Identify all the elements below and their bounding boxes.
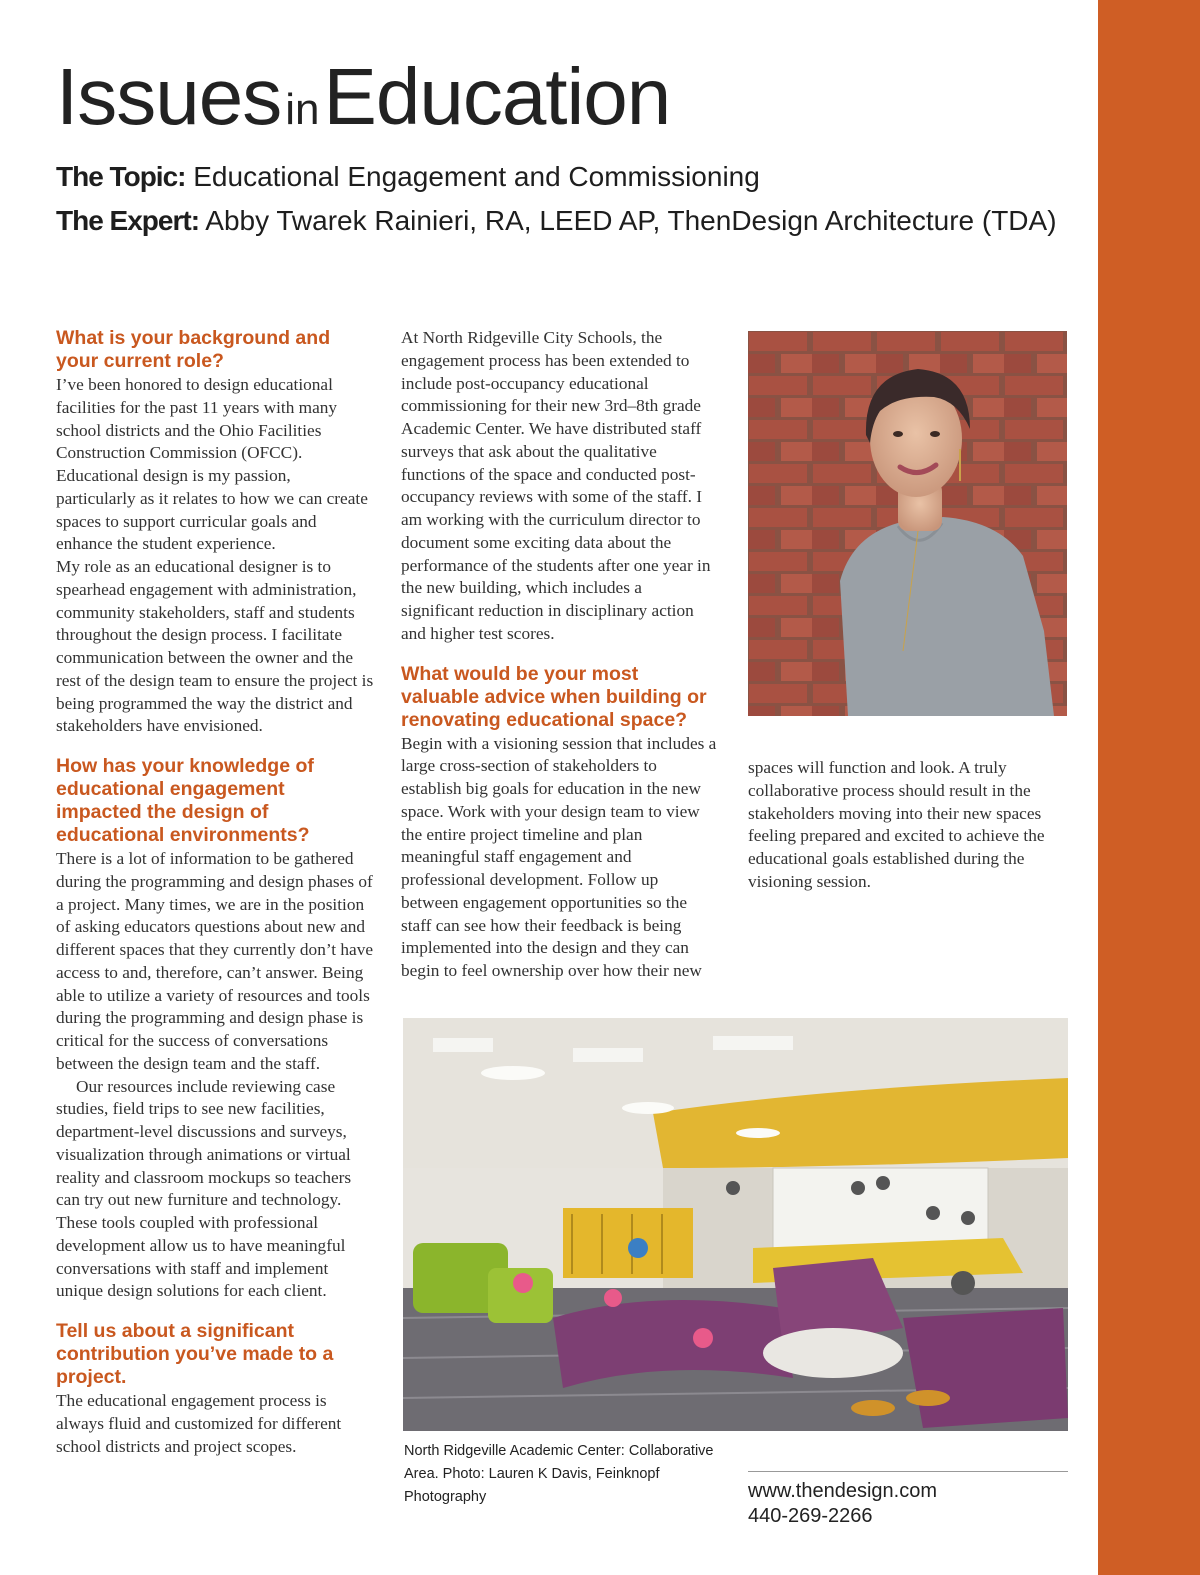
answer-paragraph: My role as an educational designer is to spearhead engagement with administration, community stakeholders, staff and students throughout the design process. I facilitate communication between the owner and the rest of the design team to ensure the project is being programmed the way the district and stakeholders have envisioned.	[56, 557, 374, 736]
answer-paragraph: I’ve been honored to design educational facilities for the past 11 years with many school districts and the Ohio Facilities Construction Commission (OFCC). Educational design is my passion, particularly as it relates to how we can create spaces to support curricular goals and enhance the student experience.	[56, 375, 368, 554]
question-heading: What is your background and your current role?	[56, 327, 331, 372]
answer-paragraph: There is a lot of information to be gathered during the programming and design phases of a project. Many times, we are in the position of asking educators questions about new and different spaces that they currently don’t have access to and, therefore, can’t answer. Being able to utilize a variety of resources and tools during the programming and design phase is critical for the success of conversations between the design team and the staff.	[56, 849, 374, 1073]
contact-block	[748, 1479, 1068, 1529]
question-heading: What would be your most valuable advice when building or renovating educational space?	[401, 662, 707, 731]
topic-line	[56, 160, 1096, 194]
photo-caption: North Ridgeville Academic Center: Collaborative Area. Photo: Lauren K Davis, Feinknopf Photography	[404, 1443, 714, 1505]
orange-side-bar	[1098, 0, 1200, 1575]
answer-paragraph-continued: spaces will function and look. A truly collaborative process should result in the stakeholders moving into their new spaces feeling prepared and excited to achieve the educational goals established during the visioning session.	[748, 758, 1045, 891]
expert-value: Abby Twarek Rainieri, RA, LEED AP, ThenDesign Architecture (TDA)	[205, 205, 1057, 236]
question-heading: Tell us about a significant contribution you’ve made to a project.	[56, 1320, 334, 1388]
article-column-2	[401, 327, 719, 983]
answer-paragraph: At North Ridgeville City Schools, the engagement process has been extended to include post-occupancy educational commissioning for their new 3rd–8th grade Academic Center. We have distributed staff surveys that ask about the qualitative functions of the space and conducted post-occupancy reviews with some of the staff. I am working with the curriculum director to document some exciting data about the performance of the students after one year in the new building, which includes a significant reduction in disciplinary action and higher test scores.	[401, 328, 711, 643]
article-column-1	[56, 327, 374, 1458]
masthead-title: IssuesinEducation	[56, 52, 671, 141]
website-link[interactable]: www.thendesign.com	[748, 1480, 937, 1502]
contact-divider	[748, 1471, 1068, 1472]
phone-number: 440-269-2266	[748, 1505, 873, 1527]
answer-paragraph: Begin with a visioning session that includes a large cross-section of stakeholders to establish big goals for education in the new space. Work with your design team to view the entire project timeline and plan meaningful staff engagement and professional development. Follow up between engagement opportunities so the staff can see how their feedback is being implemented into the design and they can begin to feel ownership over how their new	[401, 733, 717, 980]
question-heading: How has your knowledge of educational engagement impacted the design of educational environments?	[56, 755, 314, 846]
article-column-3	[748, 757, 1070, 894]
answer-paragraph: The educational engagement process is always fluid and customized for different school districts and project scopes.	[56, 1391, 342, 1456]
expert-line	[56, 204, 1096, 238]
classroom-photo	[403, 1018, 1068, 1431]
expert-label: The Expert:	[56, 205, 200, 236]
expert-portrait-photo	[748, 331, 1067, 716]
topic-value: Educational Engagement and Commissioning	[193, 161, 760, 192]
answer-paragraph: Our resources include reviewing case studies, field trips to see new facilities, department-level discussions and surveys, visualization through animations or virtual reality and classroom mockups so teachers can try out new furniture and technology. These tools coupled with professional development allow us to have meaningful conversations with staff and implement unique design solutions for each client.	[56, 1076, 352, 1301]
topic-label: The Topic:	[56, 161, 186, 192]
